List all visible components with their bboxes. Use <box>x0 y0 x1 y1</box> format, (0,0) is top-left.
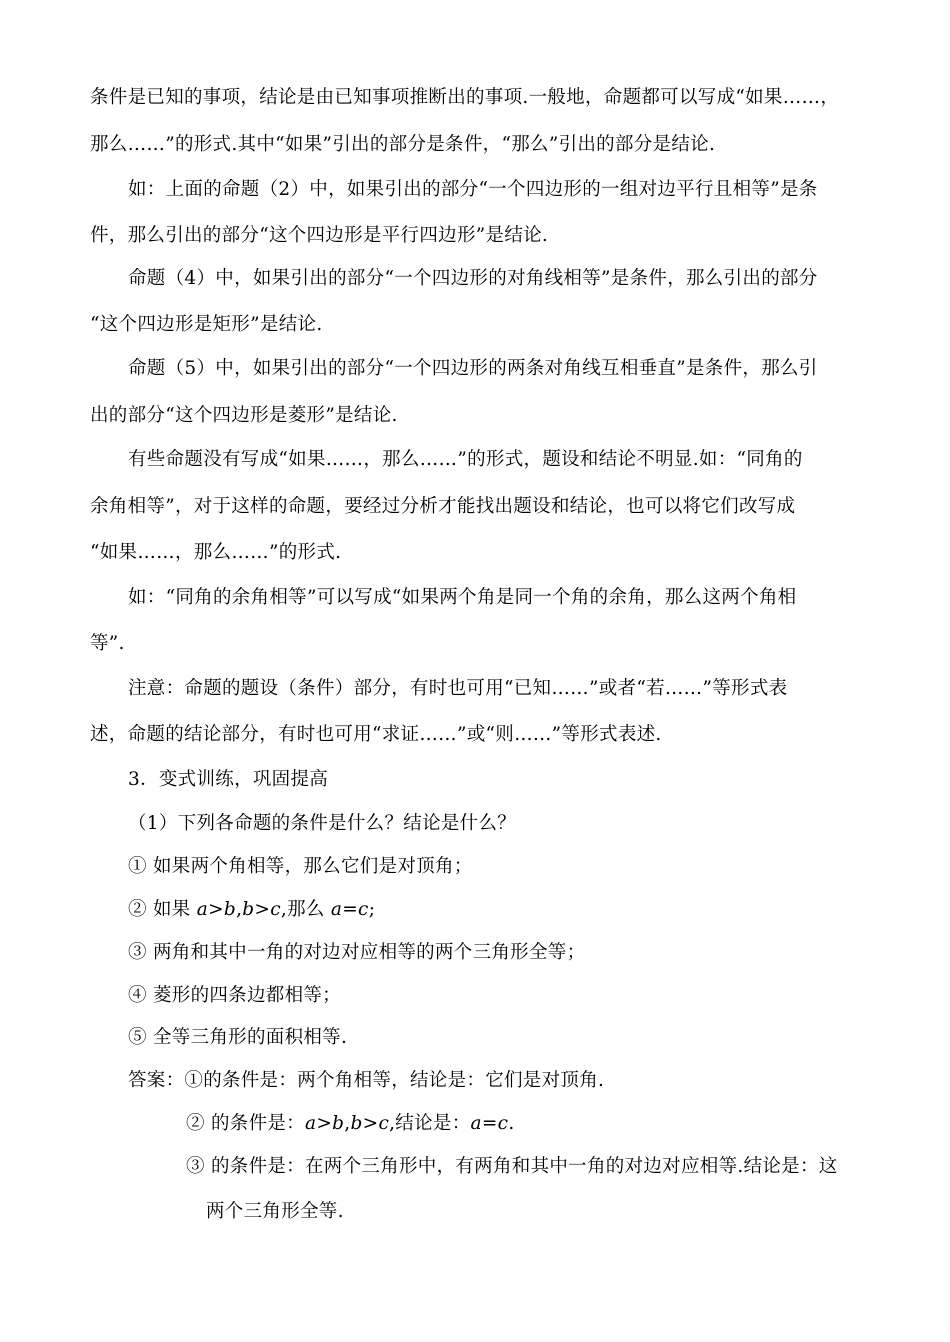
paragraph-line: 有些命题没有写成“如果……，那么……”的形式，题设和结论不明显.如：“同角的 <box>128 449 803 470</box>
math-var: b <box>350 1113 363 1134</box>
math-var: c <box>358 899 369 920</box>
item-text: ② 如果 <box>128 899 197 920</box>
math-var: c <box>270 899 281 920</box>
answer-line: 两个三角形全等. <box>206 1201 344 1222</box>
math-var: a <box>470 1113 482 1134</box>
paragraph-line: “如果……，那么……”的形式. <box>90 542 342 563</box>
item-text: ,那么 <box>280 899 331 920</box>
math-op: ; <box>368 899 376 920</box>
math-var: b <box>223 899 237 920</box>
list-item: ⑤ 全等三角形的面积相等. <box>128 1027 348 1048</box>
math-var: c <box>378 1113 390 1134</box>
answer-line: ③ 的条件是：在两个三角形中，有两角和其中一角的对边对应相等.结论是：这 <box>186 1156 838 1177</box>
math-op: . <box>508 1113 515 1134</box>
paragraph-line: 命题（4）中，如果引出的部分“一个四边形的对角线相等”是条件，那么引出的部分 <box>128 268 818 289</box>
answer-text: ② 的条件是： <box>186 1113 305 1134</box>
paragraph-line: 件，那么引出的部分“这个四边形是平行四边形”是结论. <box>90 225 549 246</box>
paragraph-line: 余角相等”，对于这样的命题，要经过分析才能找出题设和结论，也可以将它们改写成 <box>90 496 796 517</box>
math-op: = <box>342 899 359 920</box>
answer-line: 答案：①的条件是：两个角相等，结论是：它们是对顶角. <box>128 1070 605 1091</box>
list-item <box>128 898 375 922</box>
math-var: b <box>332 1113 345 1134</box>
math-op: > <box>208 899 224 920</box>
math-var: a <box>196 899 209 920</box>
section-heading: 3．变式训练，巩固提高 <box>128 769 329 790</box>
note-line: 注意：命题的题设（条件）部分，有时也可用“已知……”或者“若……”等形式表 <box>128 678 788 699</box>
math-op: > <box>316 1113 333 1134</box>
math-op: > <box>362 1113 379 1134</box>
paragraph-line: “这个四边形是矩形”是结论. <box>90 314 323 335</box>
paragraph-line: 那么……”的形式.其中“如果”引出的部分是条件，“那么”引出的部分是结论. <box>90 134 716 155</box>
math-op: > <box>254 899 271 920</box>
math-var: c <box>497 1113 509 1134</box>
paragraph-line: 条件是已知的事项，结论是由已知事项推断出的事项.一般地，命题都可以写成“如果……， <box>90 87 840 108</box>
list-item: ④ 菱形的四条边都相等； <box>128 985 341 1006</box>
paragraph-line: 命题（5）中，如果引出的部分“一个四边形的两条对角线互相垂直”是条件，那么引 <box>128 358 818 379</box>
list-item: ③ 两角和其中一角的对边对应相等的两个三角形全等； <box>128 942 586 963</box>
math-op: = <box>481 1113 498 1134</box>
note-line: 述，命题的结论部分，有时也可用“求证……”或“则……”等形式表述. <box>90 724 662 745</box>
question-line: （1）下列各命题的条件是什么？结论是什么？ <box>128 813 517 834</box>
math-op: , <box>344 1113 351 1134</box>
list-item: ① 如果两个角相等，那么它们是对顶角； <box>128 856 473 877</box>
paragraph-line: 如：上面的命题（2）中，如果引出的部分“一个四边形的一组对边平行且相等”是条 <box>128 179 818 200</box>
math-var: a <box>330 899 343 920</box>
math-var: b <box>242 899 255 920</box>
math-var: a <box>304 1113 317 1134</box>
math-op: , <box>236 899 243 920</box>
answer-text: ,结论是： <box>389 1113 471 1134</box>
answer-line <box>186 1112 515 1136</box>
paragraph-line: 出的部分“这个四边形是菱形”是结论. <box>90 405 398 426</box>
paragraph-line: 如：“同角的余角相等”可以写成“如果两个角是同一个角的余角，那么这两个角相 <box>128 587 797 608</box>
paragraph-line: 等”. <box>90 633 125 654</box>
